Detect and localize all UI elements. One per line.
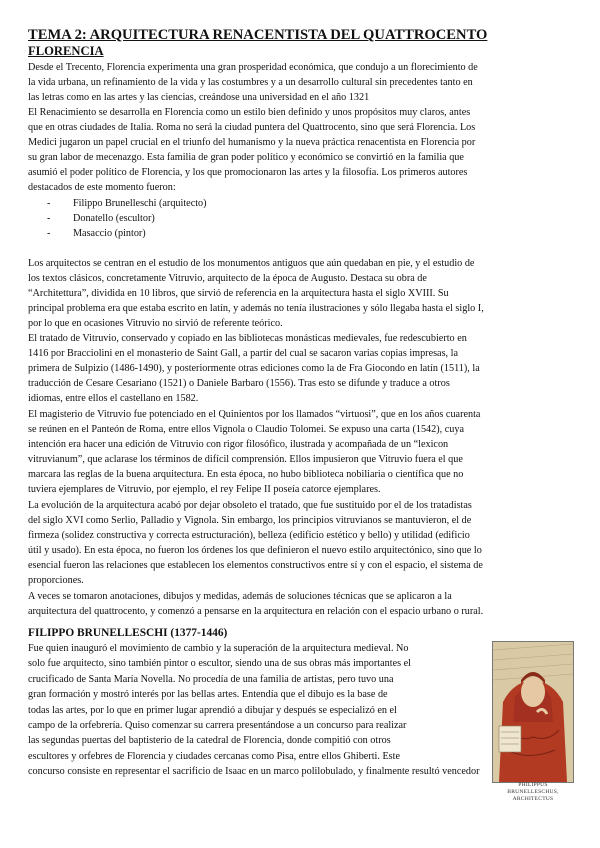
text-line: la vida urbana, un refinamiento de la vida y las costumbres y a un desarrollo cultural sin precedentes tanto en [28,77,473,89]
brunelleschi-portrait [492,641,574,783]
paragraph-evolucion [28,498,573,589]
authors-list [28,196,573,241]
text-line: traducción de Cesare Cesariano (1521) o Daniele Barbaro (1556). Tras esto se difunde y traduce a otros [28,378,450,390]
text-line: proporciones. [28,575,84,587]
paragraph-vitruvio [28,256,573,331]
text-line: tuviera ejemplares de Vitruvio, por ejemplo, el rey Felipe II poseía catorce ejemplares. [28,484,381,496]
text-line: El tratado de Vitruvio, conservado y copiado en las bibliotecas monásticas medievales, fue redescubierto en [28,333,467,344]
text-line: El magisterio de Vitruvio fue potenciado en el Quinientos por los llamados “virtuosi”, que en los años cuarenta [28,409,481,420]
text-line: 1416 por Bracciolini en el monasterio de Saint Gall, a partir del cual se sacaron varias copias impresas, la [28,348,458,360]
text-line: vitruvianum”, que aclarase los términos de difícil comprensión. Ellos impusieron que Vitruvio fuera el que [28,454,463,466]
text-line: las segundas puertas del baptisterio de la catedral de Florencia, donde compitió con otros [28,735,391,747]
text-line: crucificado de Santa María Novella. No procedía de una familia de artistas, pero tuvo una [28,673,394,685]
text-line: La evolución de la arquitectura acabó por dejar obsoleto el tratado, que fue sustituido por el de los tratadistas [28,500,472,511]
text-line: marcara las reglas de la buena arquitectura. En esta época, no hubo biblioteca nobiliaria o científica que no [28,469,464,481]
text-line: solo fue arquitecto, sino también pintor o escultor, siendo una de sus obras más importantes el [28,658,411,670]
text-line: “Architettura”, dividida en 10 libros, que sirvió de referencia en la arquitectura hasta el siglo XVIII. Su [28,288,449,300]
text-line: destacados de este momento fueron: [28,182,176,194]
list-item: - Masaccio (pintor) [47,226,573,241]
text-line: intención era hacer una edición de Vitruvio con rigor filosófico, ilustrada y acompañada de un “lexicon [28,439,449,451]
text-line: primera de Sulpizio (1486-1490), y posteriormente otras ediciones como la de Fra Giocondo en latín (1511), la [28,363,480,375]
text-line: esencial fueron las relaciones que establecen los elementos constructivos entre sí y con el espacio, el sistema de [28,560,483,572]
text-line: A veces se tomaron anotaciones, dibujos y medidas, además de soluciones técnicas que se aplicaron a la [28,591,452,602]
portrait-caption: PHILIPPUS BRUNELLESCHUS, ARCHITECTUS [507,782,559,802]
text-line: que en otras ciudades de Italia. Roma no será la ciudad puntera del Quattrocento, sino que será Florencia. Los [28,122,476,134]
list-item: - Donatello (escultor) [47,211,573,226]
paragraph-magisterio [28,407,573,498]
text-line: Desde el Trecento, Florencia experimenta una gran prosperidad económica, que condujo a un florecimiento de [28,62,478,73]
paragraph-brunelleschi [28,641,490,780]
text-line: Fue quien inauguró el movimiento de cambio y la superación de la arquitectura medieval. No [28,643,409,654]
paragraph-tratado [28,331,573,406]
text-line: las letras como en las artes y las ciencias, creándose una universidad en el año 1321 [28,92,370,104]
text-line: todas las artes, por lo que en primer lugar aprendió a dibujar y después se especializó en el [28,704,397,716]
list-item: - Filippo Brunelleschi (arquitecto) [47,196,573,211]
paragraph-renacimiento [28,105,573,241]
text-line: del siglo XVI como Serlio, Palladio y Vignola. Sin embargo, los principios vitruvianos se mantuvieron, el de [28,515,472,527]
text-line: Los arquitectos se centran en el estudio de los monumentos antiguos que aún quedaban en pie, y el estudio de [28,258,475,269]
text-line: Medici jugaron un papel crucial en el triunfo del humanismo y la nueva práctica renacentista en Florencia por [28,137,476,149]
paragraph-intro [28,60,573,105]
text-line: principal problema era que estaba escrito en latín, y además no tenía ilustraciones y sólo llegaba hasta el siglo I, [28,303,484,315]
section-subtitle: FLORENCIA [28,44,104,58]
text-line: asumió el poder político de Florencia, y los que promocionaron las artes y la filosofía. Los primeros autores [28,167,468,179]
section-heading: FILIPPO BRUNELLESCHI (1377-1446) [28,627,228,639]
text-line: El Renacimiento se desarrolla en Florencia como un estilo bien definido y unos propósitos muy claros, antes [28,107,471,118]
text-line: escultores y orfebres de Florencia y ciudades cercanas como Pisa, entre ellos Ghiberti. Este [28,750,400,762]
text-line: se reúnen en el Panteón de Roma, entre ellos Vignola o Claudio Tolomei. Se expuso una carta (1542), cuya [28,424,464,436]
text-line: los textos clásicos, concretamente Vitruvio, arquitecto de la época de Augusto. Destaca su obra de [28,273,427,285]
text-line: arquitectura del quattrocento, y comenzó a pensarse en la arquitectura en relación con el espacio urbano o rural. [28,606,484,618]
text-line: concurso consiste en representar el sacrificio de Isaac en un marco polilobulado, y finalmente resultó vencedor [28,766,480,778]
text-line: útil y usado). En esta época, no fueron los órdenes los que definieron el nuevo estilo arquitectónico, sino que lo [28,545,482,557]
paragraph-anotaciones [28,589,573,619]
portrait-engraving [493,642,573,782]
text-line: campo de la orfebrería. Quiso comenzar su carrera presentándose a un concurso para realizar [28,720,407,732]
text-line: gran formación y mostró interés por las bellas artes. Entendía que el dibujo es la base de [28,689,388,701]
text-line: por lo que en ocasiones Vitruvio no sirvió de referente teórico. [28,318,283,330]
page-title: TEMA 2: ARQUITECTURA RENACENTISTA DEL QUATTROCENTO [28,27,488,43]
text-line: su gran labor de mecenazgo. Esta familia de gran poder político y económico se convirtió en la familia que [28,152,464,164]
text-line: firmeza (solidez constructiva y correcta estructuración), belleza (edificio estético y bello) y utilidad (edificio [28,530,470,542]
text-line: idiomas, entre ellos el castellano en 1582. [28,393,199,405]
